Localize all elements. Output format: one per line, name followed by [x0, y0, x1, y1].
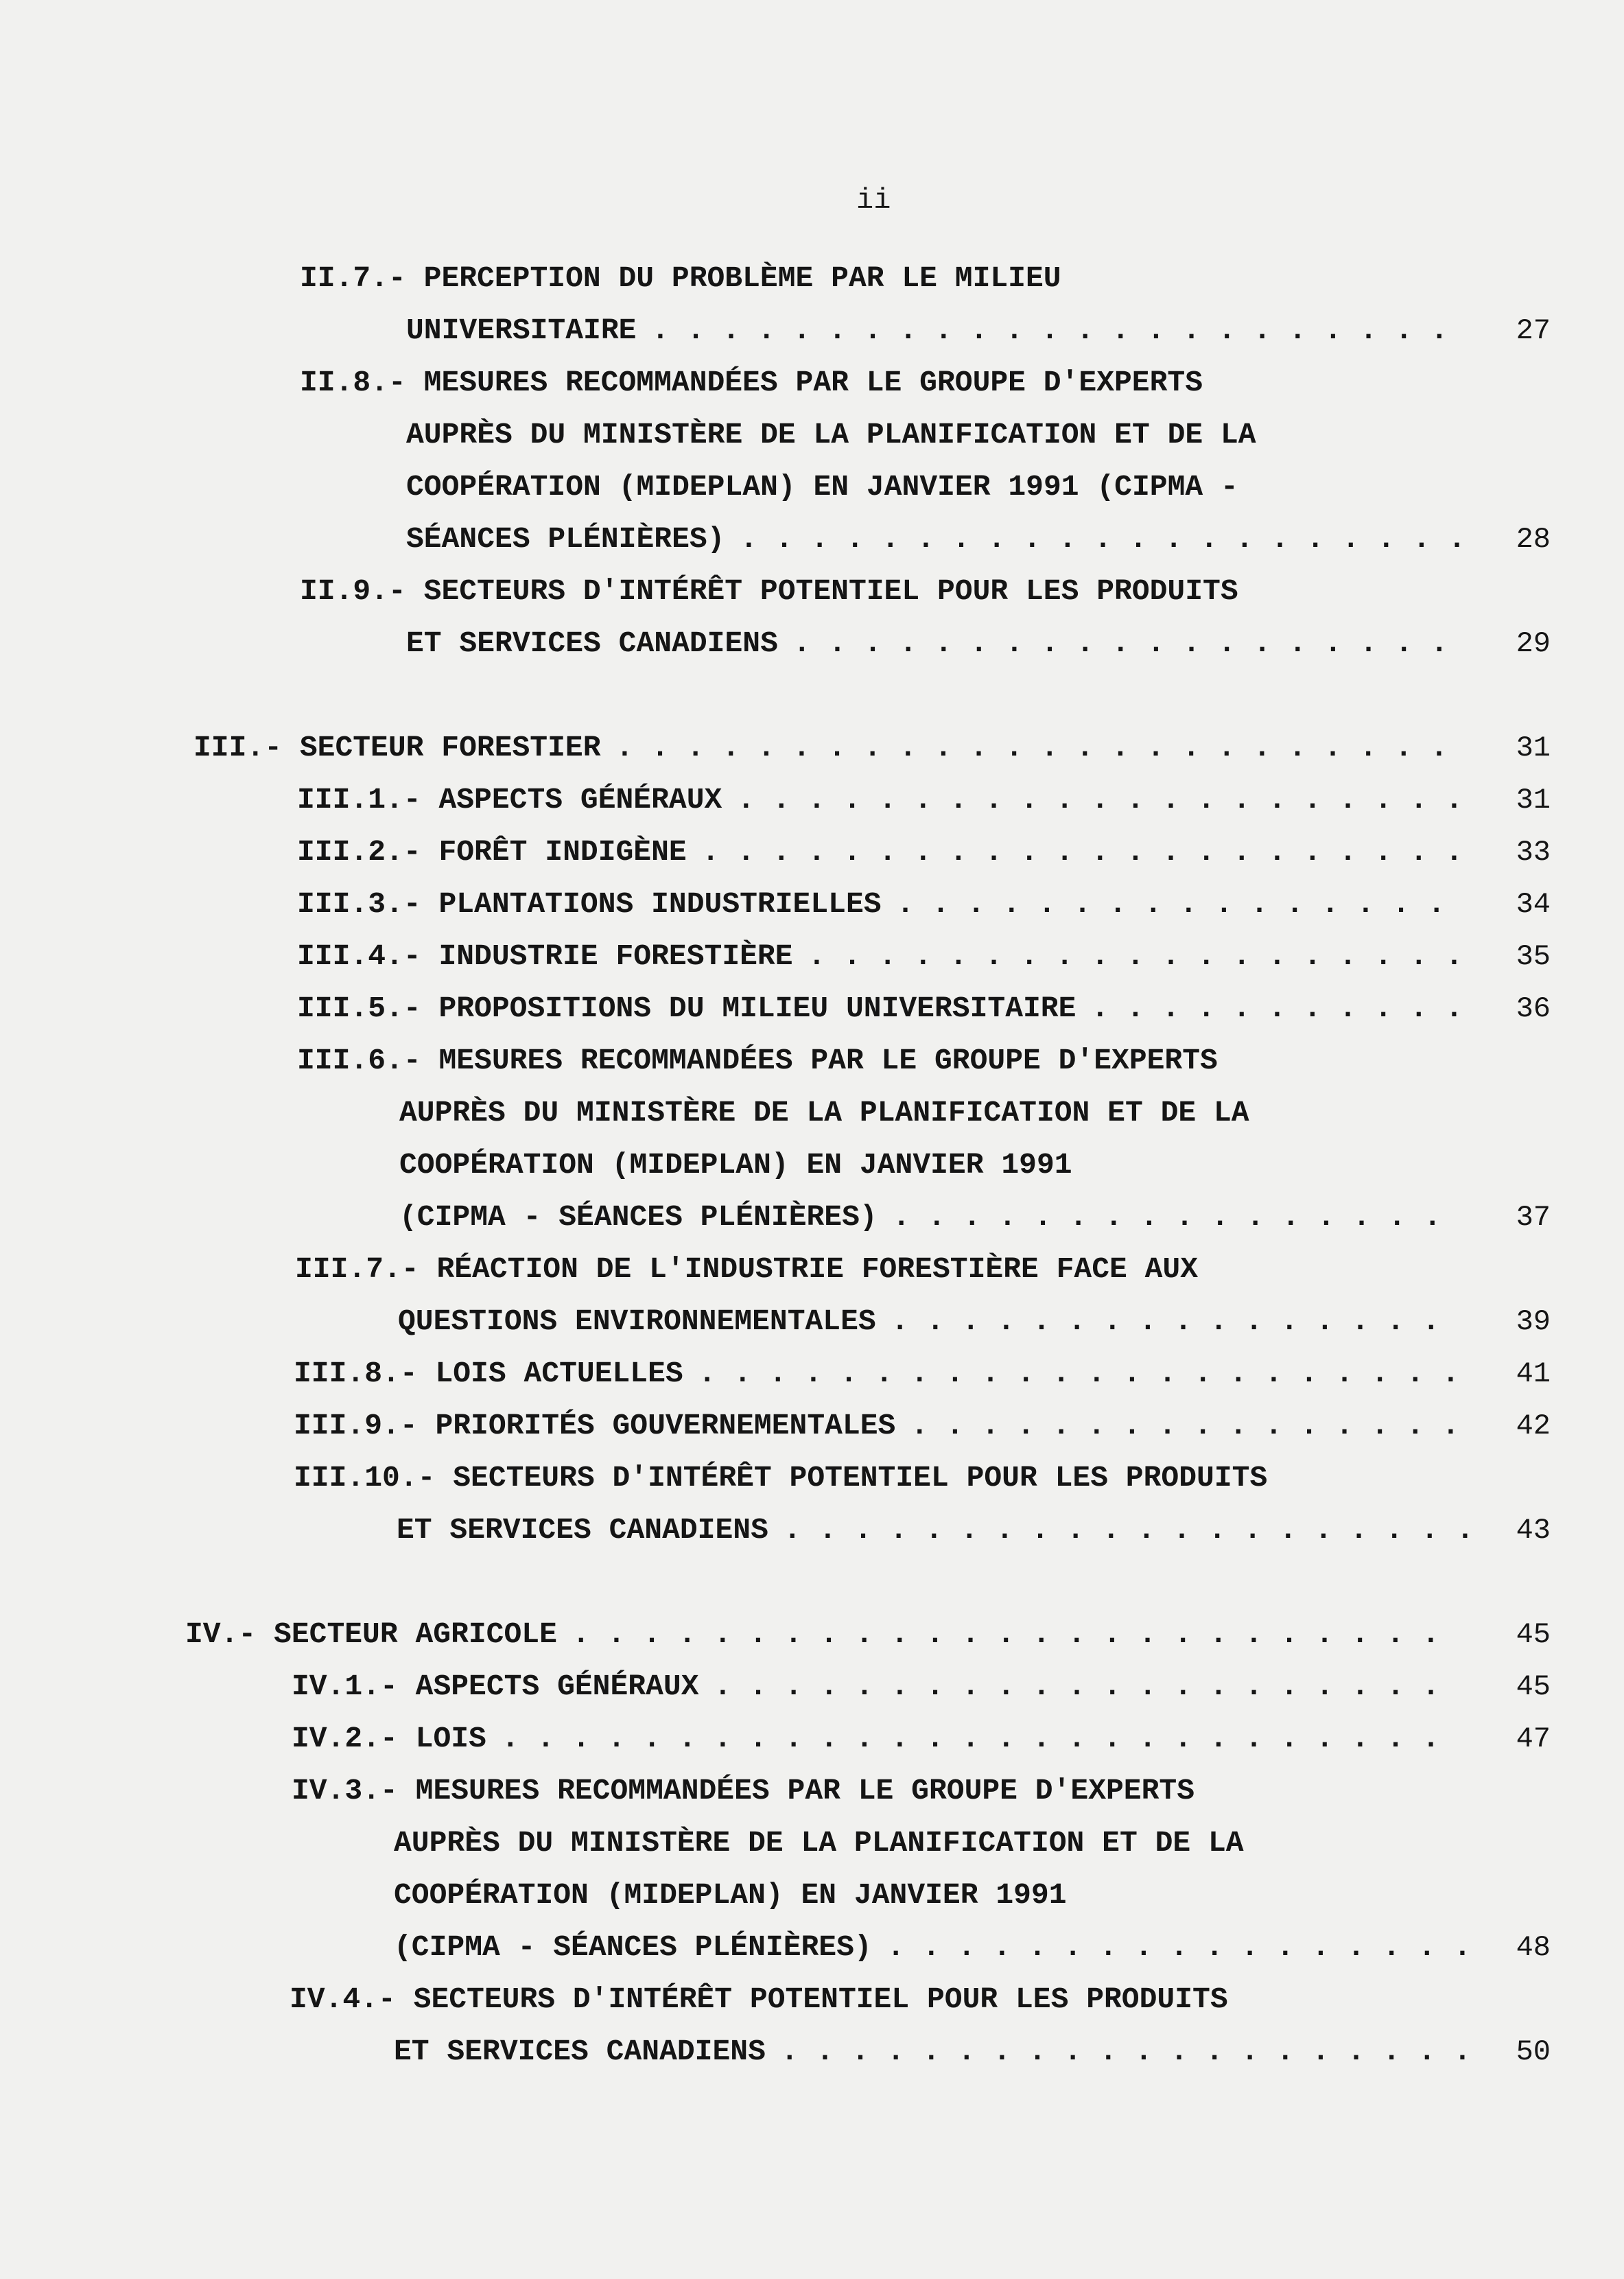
toc-entry-title: RÉACTION DE L'INDUSTRIE FORESTIÈRE FACE AUX: [436, 1252, 1199, 1286]
toc-entry-title: MESURES RECOMMANDÉES PAR LE GROUPE D'EXPERTS: [415, 1774, 1195, 1808]
toc-entry-iv-4-line-2: [394, 2034, 766, 2070]
toc-entry-number: III.-: [193, 731, 283, 764]
toc-entry-iii-3-line-1: [297, 887, 882, 922]
toc-entry-iii-2-line-1: [297, 834, 687, 870]
leader-dots: . . . . . . . . . . . . . . . . . . . . . .: [701, 835, 1463, 869]
toc-entry-title: SECTEURS D'INTÉRÊT POTENTIEL POUR LES PRODUITS: [413, 1983, 1228, 2016]
toc-page-number: 43: [1516, 1514, 1551, 1547]
toc-entry-iii-7-line-2: [398, 1304, 876, 1340]
toc-entry-title: SECTEUR AGRICOLE: [274, 1617, 557, 1651]
toc-entry-iii-10-line-1: [294, 1460, 1267, 1496]
toc-entry-iv-3-line-3: [394, 1878, 1067, 1913]
toc-entry-ii-8-line-3: [406, 469, 1238, 505]
toc-entry-number: IV.2.-: [292, 1722, 398, 1755]
toc-page-number: 31: [1516, 784, 1551, 817]
toc-entry-title: MESURES RECOMMANDÉES PAR LE GROUPE D'EXPERTS: [423, 366, 1203, 399]
toc-entry-title: SECTEUR FORESTIER: [299, 731, 601, 764]
toc-page-number: 31: [1516, 732, 1551, 764]
toc-entry-iii-line-1: [193, 730, 601, 766]
leader-dots: . . . . . . . . . . . . . . . .: [896, 887, 1446, 921]
toc-entry-iii-6-line-4: [399, 1200, 878, 1235]
toc-entry-title: AUPRÈS DU MINISTÈRE DE LA PLANIFICATION ET DE LA: [399, 1096, 1249, 1130]
toc-entry-number: III.4.-: [297, 939, 421, 973]
toc-entry-iv-line-1: [185, 1617, 557, 1652]
toc-entry-ii-8-line-4: [406, 522, 725, 557]
leader-dots: . . . . . . . . . . . . . . . . . . . . . . . . . . .: [501, 1722, 1440, 1755]
toc-entry-title: PERCEPTION DU PROBLÈME PAR LE MILIEU: [423, 261, 1061, 295]
page-folio: ii: [856, 184, 891, 217]
leader-dots: . . . . . . . . . . . . . . . . . . . .: [780, 2035, 1472, 2068]
leader-dots: . . . . . . . . . . . . . . . . . . . . .: [737, 783, 1463, 817]
leader-dots: . . . . . . . . . . . . . . . . . . . . . .: [698, 1357, 1460, 1390]
toc-entry-iii-10-line-2: [397, 1512, 768, 1548]
toc-entry-number: III.6.-: [297, 1044, 421, 1077]
toc-page-number: 27: [1516, 314, 1551, 347]
toc-entry-title: PRIORITÉS GOUVERNEMENTALES: [435, 1409, 896, 1442]
toc-entry-title: INDUSTRIE FORESTIÈRE: [438, 939, 793, 973]
toc-entry-number: IV.4.-: [290, 1983, 396, 2016]
toc-page-number: 41: [1516, 1357, 1551, 1390]
toc-entry-number: III.10.-: [294, 1461, 436, 1495]
toc-entry-title: ASPECTS GÉNÉRAUX: [438, 783, 722, 817]
leader-dots: . . . . . . . . . . . . . . . .: [910, 1409, 1460, 1442]
toc-page-number: 45: [1516, 1618, 1551, 1651]
toc-entry-title: UNIVERSITAIRE: [406, 314, 637, 347]
toc-entry-iv-3-line-4: [394, 1930, 872, 1965]
toc-entry-number: III.8.-: [294, 1357, 418, 1390]
toc-entry-iv-4-line-1: [290, 1982, 1228, 2018]
toc-entry-number: II.8.-: [300, 366, 406, 399]
toc-entry-iv-3-line-1: [292, 1773, 1195, 1809]
toc-entry-title: ASPECTS GÉNÉRAUX: [415, 1670, 699, 1703]
toc-entry-iii-9-line-1: [294, 1408, 895, 1444]
toc-entry-ii-9-line-1: [300, 574, 1238, 609]
toc-page-number: 34: [1516, 888, 1551, 921]
leader-dots: . . . . . . . . . . . . . . . . . . . . . . . .: [615, 731, 1448, 764]
toc-entry-title: SÉANCES PLÉNIÈRES): [406, 522, 725, 556]
toc-entry-title: (CIPMA - SÉANCES PLÉNIÈRES): [399, 1200, 878, 1234]
toc-entry-title: PROPOSITIONS DU MILIEU UNIVERSITAIRE: [438, 992, 1076, 1025]
toc-entry-ii-8-line-1: [300, 365, 1203, 401]
leader-dots: . . . . . . . . . . . . . . . .: [891, 1305, 1440, 1338]
toc-entry-number: III.9.-: [294, 1409, 418, 1442]
toc-entry-title: SECTEURS D'INTÉRÊT POTENTIEL POUR LES PRODUITS: [423, 574, 1238, 608]
toc-page-number: 50: [1516, 2035, 1551, 2068]
leader-dots: . . . . . . . . . . .: [1091, 992, 1463, 1025]
toc-entry-title: AUPRÈS DU MINISTÈRE DE LA PLANIFICATION ET DE LA: [394, 1826, 1244, 1860]
toc-entry-title: MESURES RECOMMANDÉES PAR LE GROUPE D'EXPERTS: [438, 1044, 1218, 1077]
toc-entry-title: ET SERVICES CANADIENS: [397, 1513, 768, 1547]
leader-dots: . . . . . . . . . . . . . . . . . . . . .: [714, 1670, 1440, 1703]
toc-entry-number: IV.1.-: [292, 1670, 398, 1703]
toc-page-number: 28: [1516, 523, 1551, 556]
toc-entry-iii-1-line-1: [297, 782, 722, 818]
toc-entry-title: SECTEURS D'INTÉRÊT POTENTIEL POUR LES PRODUITS: [453, 1461, 1268, 1495]
toc-entry-number: III.5.-: [297, 992, 421, 1025]
toc-entry-title: COOPÉRATION (MIDEPLAN) EN JANVIER 1991: [394, 1878, 1067, 1912]
toc-page-number: 39: [1516, 1305, 1551, 1338]
toc-entry-title: LOIS: [415, 1722, 486, 1755]
toc-page-number: 48: [1516, 1931, 1551, 1964]
toc-entry-iv-3-line-2: [394, 1825, 1244, 1861]
toc-entry-number: IV.-: [185, 1617, 257, 1651]
toc-entry-ii-9-line-2: [406, 626, 778, 662]
toc-entry-iii-7-line-1: [295, 1252, 1198, 1287]
toc-entry-ii-7-line-2: [406, 313, 636, 349]
toc-entry-number: III.2.-: [297, 835, 421, 869]
toc-entry-title: PLANTATIONS INDUSTRIELLES: [438, 887, 882, 921]
toc-entry-number: III.3.-: [297, 887, 421, 921]
toc-page-number: 42: [1516, 1410, 1551, 1442]
toc-entry-number: II.9.-: [300, 574, 406, 608]
toc-entry-number: IV.3.-: [292, 1774, 398, 1808]
toc-page-number: 35: [1516, 940, 1551, 973]
leader-dots: . . . . . . . . . . . . . . . .: [892, 1200, 1441, 1234]
toc-entry-title: ET SERVICES CANADIENS: [406, 627, 778, 660]
toc-entry-iii-4-line-1: [297, 939, 793, 974]
toc-entry-title: COOPÉRATION (MIDEPLAN) EN JANVIER 1991: [399, 1148, 1072, 1182]
toc-entry-title: ET SERVICES CANADIENS: [394, 2035, 766, 2068]
toc-entry-ii-8-line-2: [406, 417, 1256, 453]
leader-dots: . . . . . . . . . . . . . . . . . . . . . . .: [651, 314, 1448, 347]
toc-entry-title: COOPÉRATION (MIDEPLAN) EN JANVIER 1991 (CIPMA -: [406, 470, 1238, 504]
toc-entry-iii-8-line-1: [294, 1356, 683, 1392]
leader-dots: . . . . . . . . . . . . . . . . . . .: [792, 627, 1448, 660]
leader-dots: . . . . . . . . . . . . . . . . . . . . .: [740, 522, 1466, 556]
toc-page-number: 37: [1516, 1201, 1551, 1234]
toc-entry-number: III.1.-: [297, 783, 421, 817]
toc-entry-title: (CIPMA - SÉANCES PLÉNIÈRES): [394, 1930, 872, 1964]
toc-page-number: 29: [1516, 627, 1551, 660]
toc-entry-iv-1-line-1: [292, 1669, 699, 1705]
toc-entry-ii-7-line-1: [300, 261, 1061, 296]
toc-page-number: 36: [1516, 992, 1551, 1025]
toc-entry-title: AUPRÈS DU MINISTÈRE DE LA PLANIFICATION ET DE LA: [406, 418, 1256, 452]
toc-entry-title: QUESTIONS ENVIRONNEMENTALES: [398, 1305, 876, 1338]
toc-page-number: 33: [1516, 836, 1551, 869]
toc-entry-iii-5-line-1: [297, 991, 1076, 1027]
toc-entry-iii-6-line-1: [297, 1043, 1218, 1079]
toc-entry-iii-6-line-2: [399, 1095, 1249, 1131]
leader-dots: . . . . . . . . . . . . . . . . . . . . . . . . .: [572, 1617, 1440, 1651]
leader-dots: . . . . . . . . . . . . . . . . . . . .: [783, 1513, 1474, 1547]
toc-entry-number: II.7.-: [300, 261, 406, 295]
toc-page-number: 45: [1516, 1670, 1551, 1703]
leader-dots: . . . . . . . . . . . . . . . . .: [886, 1930, 1472, 1964]
toc-entry-iv-2-line-1: [292, 1721, 486, 1757]
toc-entry-number: III.7.-: [295, 1252, 419, 1286]
toc-page-number: 47: [1516, 1722, 1551, 1755]
toc-entry-title: LOIS ACTUELLES: [435, 1357, 683, 1390]
leader-dots: . . . . . . . . . . . . . . . . . . .: [808, 939, 1463, 973]
toc-entry-iii-6-line-3: [399, 1147, 1072, 1183]
toc-entry-title: FORÊT INDIGÈNE: [438, 835, 687, 869]
